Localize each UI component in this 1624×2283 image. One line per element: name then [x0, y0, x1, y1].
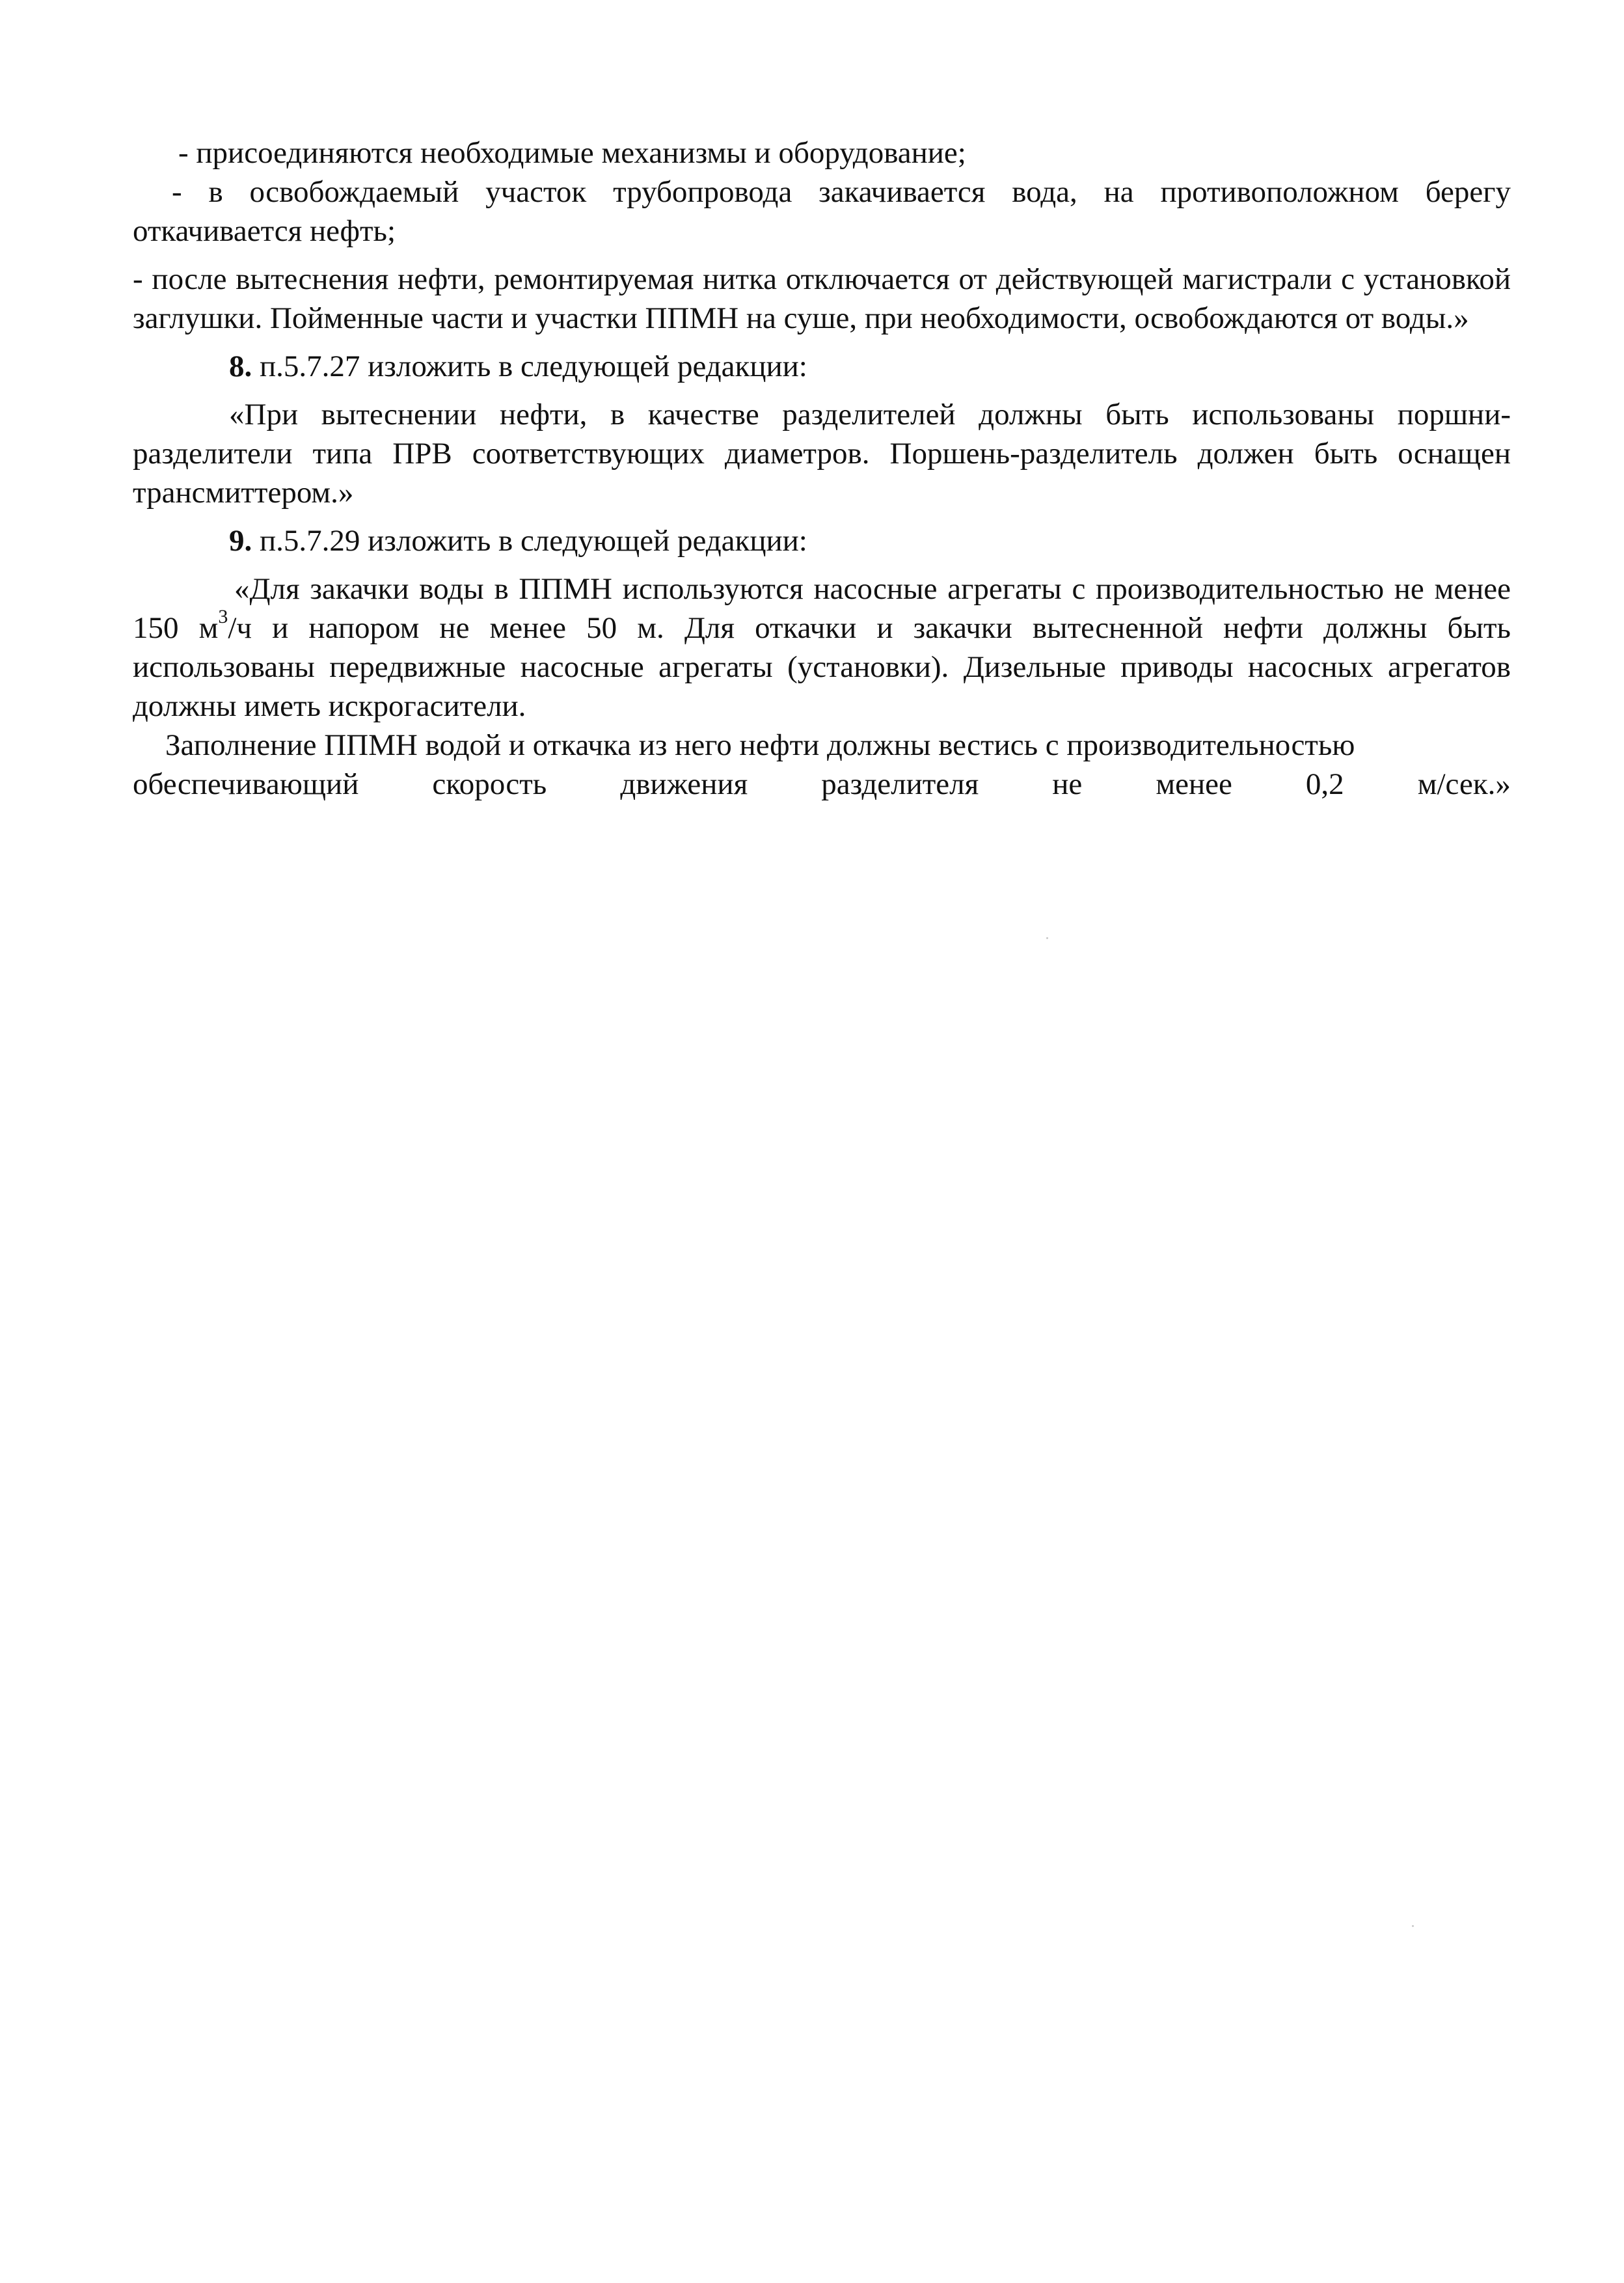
section-9-text-part-2: /ч и напором не менее 50 м. Для откачки и закачки вытесненной нефти должны быть использованы передвижные насосные агрегаты (установки). Дизельные приводы насосных агрегатов должны иметь искрогасители. [133, 611, 1511, 723]
fill-word: движения [620, 767, 748, 801]
section-9-superscript: 3 [218, 606, 228, 628]
fill-word: обеспечивающий [133, 767, 359, 801]
fill-word: разделителя [821, 767, 979, 801]
section-8-number: 8. [229, 349, 252, 383]
section-9-fill-line-2 [133, 765, 1511, 804]
fill-word: 0,2 [1305, 767, 1344, 801]
section-9-number: 9. [229, 524, 252, 558]
fill-word: скорость [432, 767, 547, 801]
section-8-text: «При вытеснении нефти, в качестве разделителей должны быть использованы поршни-разделители типа ПРВ соответствующих диаметров. Поршень-разделитель должен быть оснащен трансмиттером.» [133, 398, 1511, 510]
section-9-text-part-1: «Для закачки воды в ППМН используются насосные агрегаты с производительностью не менее 150 м [133, 572, 1511, 645]
fill-word: не [1052, 767, 1083, 801]
section-9-heading [133, 521, 1511, 560]
list-item-attach-equipment: - присоединяются необходимые механизмы и оборудование; [178, 136, 966, 170]
list-item-pump-water: - в освобождаемый участок трубопровода закачивается вода, на противоположном берегу откачивается нефть; [133, 175, 1511, 248]
fill-word: менее [1156, 767, 1232, 801]
section-8-heading-text: п.5.7.27 изложить в следующей редакции: [252, 349, 807, 383]
fill-word: м/сек.» [1417, 767, 1511, 801]
section-8-heading [133, 347, 1511, 386]
scan-speck [1412, 1925, 1414, 1927]
section-9-heading-text: п.5.7.29 изложить в следующей редакции: [252, 524, 807, 558]
section-9-text [133, 569, 1511, 726]
scan-speck [1046, 937, 1048, 939]
section-9-fill-line-1: Заполнение ППМН водой и откачка из него нефти должны вестись с производительностью [165, 728, 1355, 762]
list-item-disconnect-line: - после вытеснения нефти, ремонтируемая нитка отключается от действующей магистрали с установкой заглушки. Пойменные части и участки ППМН на суше, при необходимости, освобождаются от воды.» [133, 262, 1511, 335]
document-body [133, 133, 1511, 804]
